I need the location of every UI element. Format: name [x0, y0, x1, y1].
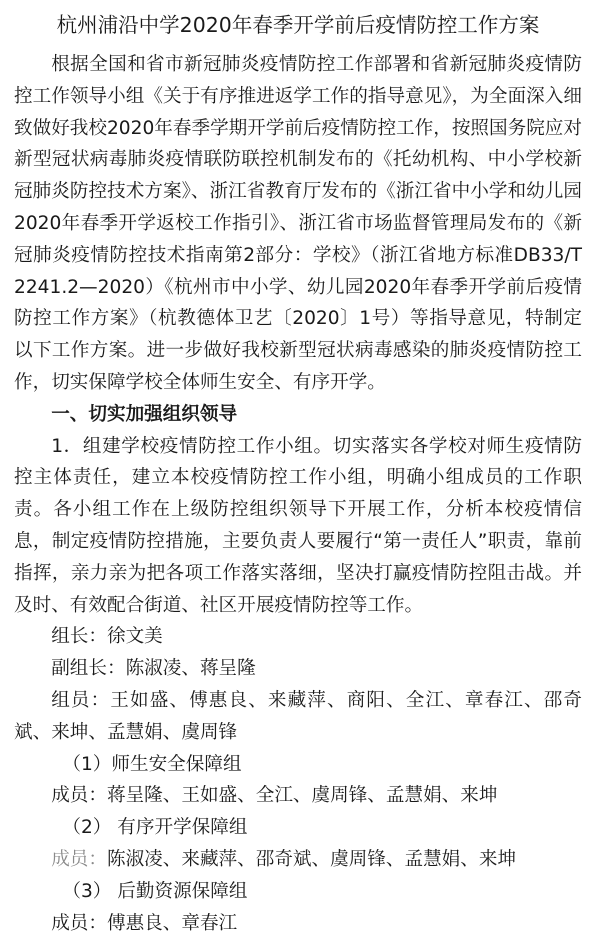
subgroup-title-logistics: （3） 后勤资源保障组	[62, 880, 248, 902]
member-names: 蒋呈隆、王如盛、全江、虞周锋、孟慧娟、来坤	[106, 785, 498, 807]
subgroup-title-safety: （1）师生安全保障组	[62, 753, 242, 775]
group-members-line: 组员：王如盛、傅惠良、来藏萍、商阳、全江、章春江、邵奇斌、来坤、孟慧娟、虞周锋	[14, 689, 582, 743]
group-leader-line: 组长：徐文美	[51, 626, 163, 648]
subgroup-members-logistics	[14, 908, 582, 940]
intro-paragraph: 根据全国和省市新冠肺炎疫情防控工作部署和省新冠肺炎疫情防控工作领导小组《关于有序推进返学工作的指导意见》，为全面深入细致做好我校2020年春季学期开学前后疫情防控工作，按照国务院应对新型冠状病毒肺炎疫情联防联控机制发布的《托幼机构、中小学校新冠肺炎防控技术方案》、浙江省教育厅发布的《浙江省中小学和幼儿园2020年春季开学返校工作指引》、浙江省市场监督管理局发布的《新冠肺炎疫情防控技术指南第2部分：学校》（浙江省地方标准DB33/T 2241.2—2020）《杭州市中小学、幼儿园2020年春季开学前后疫情防控工作方案》（杭教德体卫艺〔2020〕1号）等指导意见，特制定以下工作方案。进一步做好我校新型冠状病毒感染的肺炎疫情防控工作，切实保障学校全体师生安全、有序开学。	[14, 54, 582, 393]
item-paragraph-work-group: 1．组建学校疫情防控工作小组。切实落实各学校对师生疫情防控主体责任，建立本校疫情防控工作小组，明确小组成员的工作职责。各小组工作在上级防控组织领导下开展工作，分析本校疫情信息，制定疫情防控措施，主要负责人要履行“第一责任人”职责，靠前指挥，亲力亲为把各项工作落实落细，坚决打赢疫情防控阻击战。并及时、有效配合街道、社区开展疫情防控等工作。	[14, 435, 582, 616]
document-title: 杭州浦沿中学2020年春季开学前后疫情防控工作方案	[56, 13, 540, 37]
deputy-leader-line: 副组长：陈淑凌、蒋呈隆	[51, 658, 256, 680]
subgroup-members-opening	[14, 844, 582, 876]
member-label: 成员：	[51, 848, 107, 870]
section-heading-organization: 一、切实加强组织领导	[51, 403, 238, 425]
member-names: 陈淑凌、来藏萍、邵奇斌、虞周锋、孟慧娟、来坤	[106, 848, 517, 870]
subgroup-title-opening: （2） 有序开学保障组	[62, 817, 248, 839]
member-label: 成员：	[51, 785, 107, 807]
subgroup-members-safety	[14, 780, 582, 812]
member-names: 傅惠良、章春江	[106, 912, 238, 934]
member-label: 成员：	[51, 912, 107, 934]
